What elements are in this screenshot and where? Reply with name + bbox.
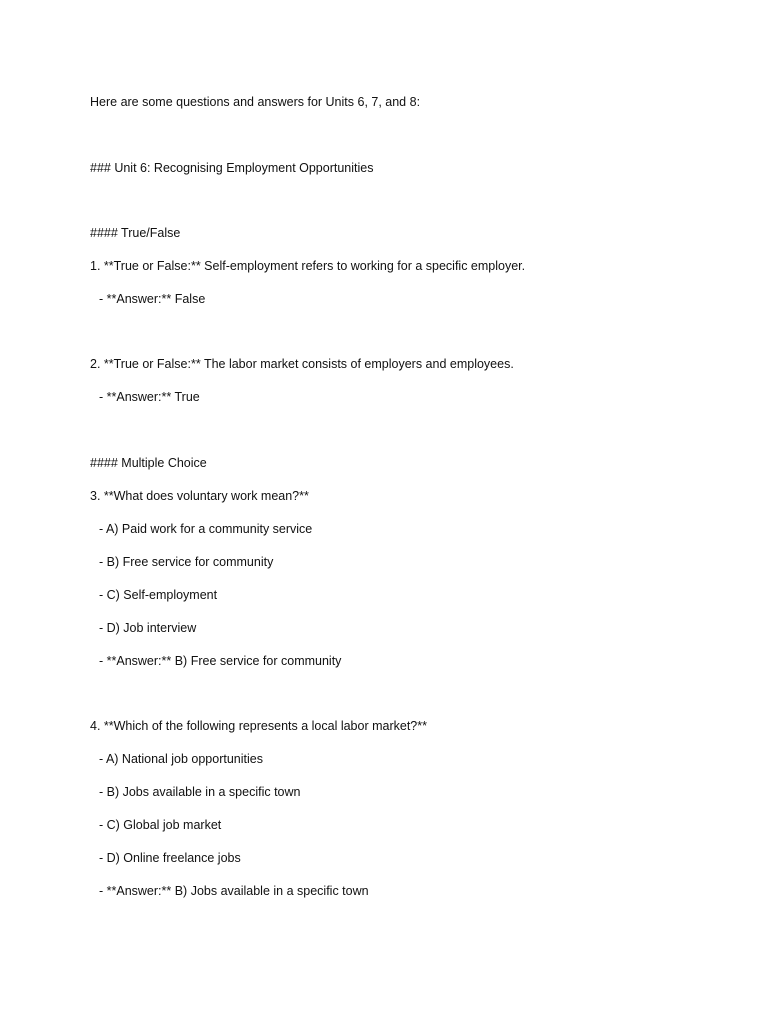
- question-4-option-b: - B) Jobs available in a specific town: [99, 785, 301, 799]
- question-4-option-d: - D) Online freelance jobs: [99, 851, 241, 865]
- unit-heading: ### Unit 6: Recognising Employment Opportunities: [90, 161, 374, 175]
- question-4-option-c: - C) Global job market: [99, 818, 222, 832]
- question-3-answer: - **Answer:** B) Free service for community: [99, 654, 342, 668]
- question-2: 2. **True or False:** The labor market consists of employers and employees.: [90, 357, 514, 371]
- question-3: 3. **What does voluntary work mean?**: [90, 489, 309, 503]
- intro-text: Here are some questions and answers for Units 6, 7, and 8:: [90, 95, 421, 109]
- question-4: 4. **Which of the following represents a local labor market?**: [90, 719, 427, 733]
- question-4-answer: - **Answer:** B) Jobs available in a specific town: [99, 884, 369, 898]
- question-4-option-a: - A) National job opportunities: [99, 752, 263, 766]
- question-3-option-b: - B) Free service for community: [99, 555, 274, 569]
- question-3-option-c: - C) Self-employment: [99, 588, 218, 602]
- question-1: 1. **True or False:** Self-employment refers to working for a specific employer.: [90, 259, 526, 273]
- question-2-answer: - **Answer:** True: [99, 390, 200, 404]
- question-1-answer: - **Answer:** False: [99, 292, 206, 306]
- true-false-heading: #### True/False: [90, 226, 181, 240]
- multiple-choice-heading: #### Multiple Choice: [90, 456, 207, 470]
- question-3-option-a: - A) Paid work for a community service: [99, 522, 313, 536]
- question-3-option-d: - D) Job interview: [99, 621, 197, 635]
